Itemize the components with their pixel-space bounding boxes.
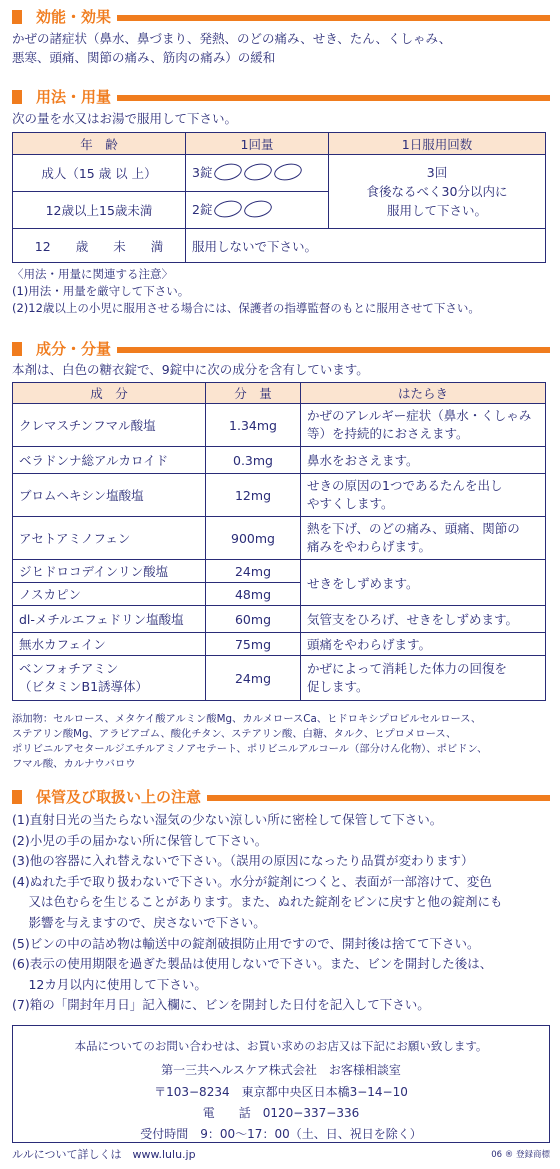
tablet-icon	[213, 198, 244, 219]
ingredient-amount: 24mg	[206, 656, 301, 701]
section-title: 成分・分量	[36, 338, 117, 360]
dosage-intro: 次の量を水又はお湯で服用して下さい。	[12, 111, 238, 126]
ingredient-amount: 0.3mg	[206, 447, 301, 474]
contact-box	[12, 1025, 550, 1143]
storage-item: (7)箱の「開封年月日」記入欄に、ビンを開封した日付を記入して下さい。	[12, 997, 430, 1013]
age-cell: 12 歳 未 満	[13, 229, 186, 263]
ingredient-effect: せきの原因の1つであるたんを出し やすくします。	[301, 474, 546, 517]
table-row	[13, 656, 546, 701]
ingredient-amount: 75mg	[206, 633, 301, 656]
contact-phone: 電 話 0120−337−336	[202, 1106, 360, 1120]
table-row	[13, 517, 546, 560]
ingredient-name: クレマスチンフマル酸塩	[13, 404, 206, 447]
daily-count: 3回	[426, 165, 448, 180]
contact-address: 〒103−8234 東京都中央区日本橋3−14−10	[154, 1085, 408, 1099]
storage-item: (3)他の容器に入れ替えないで下さい。（誤用の原因になったり品質が変わります）	[12, 853, 474, 869]
table-row	[13, 155, 546, 192]
ingredient-name: アセトアミノフェン	[13, 517, 206, 560]
ingredient-amount: 60mg	[206, 606, 301, 633]
dose-cell: 服用しないで下さい。	[186, 229, 546, 263]
ingredient-name: ベンフォチアミン （ビタミンB1誘導体）	[13, 656, 206, 701]
storage-item: (2)小児の手の届かない所に保管して下さい。	[12, 832, 268, 848]
dose-label: 2錠	[192, 202, 213, 217]
section-marker-icon	[12, 90, 22, 104]
column-header: 1回量	[186, 133, 329, 155]
ingredients-intro: 本剤は、白色の糖衣錠で、9錠中に次の成分を含有しています。	[12, 362, 369, 377]
additives-line: フマル酸、カルナウバロウ	[12, 758, 136, 770]
section-efficacy-header	[12, 6, 550, 28]
column-header: 1日服用回数	[329, 133, 546, 155]
storage-list	[12, 810, 502, 1016]
tablet-icon	[273, 161, 304, 182]
ingredients-table	[12, 382, 546, 701]
column-header: 成 分	[13, 383, 206, 404]
table-row	[13, 229, 546, 263]
table-row	[13, 447, 546, 474]
section-marker-icon	[12, 10, 22, 24]
storage-item: (4)ぬれた手で取り扱わないで下さい。水分が錠剤につくと、表面が一部溶けて、変色	[12, 873, 492, 889]
note-item: (2)12歳以上の小児に服用させる場合には、保護者の指導監督のもとに服用させて下さい。	[12, 301, 480, 315]
table-header-row	[13, 383, 546, 404]
tablet-icon	[213, 161, 244, 182]
dosage-notes	[12, 266, 480, 317]
table-row	[13, 633, 546, 656]
table-row	[13, 404, 546, 447]
ingredient-name: ブロムヘキシン塩酸塩	[13, 474, 206, 517]
ingredient-amount: 1.34mg	[206, 404, 301, 447]
storage-item: 又は色むらを生じることがあります。また、ぬれた錠剤をビンに戻すと他の錠剤にも	[12, 894, 503, 910]
ingredient-effect: 鼻水をおさえます。	[301, 447, 546, 474]
dose-cell	[186, 192, 329, 229]
section-ingredients-header	[12, 338, 550, 360]
efficacy-text	[12, 30, 451, 67]
efficacy-line: 悪寒、頭痛、関節の痛み、筋肉の痛み）の緩和	[12, 49, 276, 65]
column-header: 年 齢	[13, 133, 186, 155]
storage-item: (6)表示の使用期限を過ぎた製品は使用しないで下さい。また、ビンを開封した後は、	[12, 956, 493, 972]
table-row	[13, 606, 546, 633]
section-marker-icon	[12, 790, 22, 804]
tablet-icon	[243, 161, 274, 182]
contact-intro: 本品についてのお問い合わせは、お買い求めのお店又は下記にお願い致します。	[74, 1039, 488, 1053]
daily-instruction: 食後なるべく30分以内に	[366, 184, 508, 199]
notes-title: 〈用法・用量に関連する注意〉	[12, 267, 173, 281]
ingredient-effect: 熱を下げ、のどの痛み、頭痛、関節の 痛みをやわらげます。	[301, 517, 546, 560]
ingredient-amount: 24mg	[206, 560, 301, 583]
column-header: はたらき	[301, 383, 546, 404]
ingredient-effect: かぜのアレルギー症状（鼻水・くしゃみ 等）を持続的におさえます。	[301, 404, 546, 447]
section-title: 保管及び取扱い上の注意	[36, 786, 207, 808]
ingredient-name: dl-メチルエフェドリン塩酸塩	[13, 606, 206, 633]
dosage-table	[12, 132, 546, 263]
ingredient-name: ベラドンナ総アルカロイド	[13, 447, 206, 474]
ingredient-effect: 頭痛をやわらげます。	[301, 633, 546, 656]
note-item: (1)用法・用量を厳守して下さい。	[12, 284, 190, 298]
table-row	[13, 474, 546, 517]
age-cell: 成人（15 歳 以 上）	[13, 155, 186, 192]
section-marker-icon	[12, 342, 22, 356]
column-header: 分 量	[206, 383, 301, 404]
table-row	[13, 560, 546, 583]
ingredient-name: ジヒドロコデインリン酸塩	[13, 560, 206, 583]
section-title: 用法・用量	[36, 86, 117, 108]
ingredient-effect: かぜによって消耗した体力の回復を 促します。	[301, 656, 546, 701]
storage-item: 影響を与えますので、戻さないで下さい。	[12, 914, 266, 930]
ingredient-amount: 12mg	[206, 474, 301, 517]
section-dosage-header	[12, 86, 550, 108]
website-link[interactable]: ルルについて詳しくは www.lulu.jp	[12, 1148, 196, 1161]
ingredient-effect: 気管支をひろげ、せきをしずめます。	[301, 606, 546, 633]
tablet-icons	[212, 201, 272, 220]
contact-hours: 受付時間 9：00〜17：00（土、日、祝日を除く）	[140, 1127, 422, 1141]
daily-instruction: 服用して下さい。	[386, 203, 487, 218]
ingredient-name: 無水カフェイン	[13, 633, 206, 656]
tablet-icons	[212, 164, 302, 183]
ingredient-name: ノスカピン	[13, 583, 206, 606]
additives-line: ポリビニルアセタールジエチルアミノアセテート、ポリビニルアルコール（部分けん化物）、ポビドン、	[12, 743, 488, 755]
dose-label: 3錠	[192, 165, 213, 180]
ingredient-amount: 900mg	[206, 517, 301, 560]
ingredient-amount: 48mg	[206, 583, 301, 606]
table-header-row	[13, 133, 546, 155]
storage-item: (1)直射日光の当たらない湿気の少ない涼しい所に密栓して保管して下さい。	[12, 812, 443, 827]
contact-company: 第一三共ヘルスケア株式会社 お客様相談室	[161, 1063, 401, 1077]
section-title: 効能・効果	[36, 6, 117, 28]
daily-count-cell	[329, 155, 546, 229]
tablet-icon	[243, 198, 274, 219]
additives-line: ステアリン酸Mg、アラビアゴム、酸化チタン、ステアリン酸、白糖、タルク、ヒプロメロース、	[12, 728, 457, 740]
storage-item: (5)ビンの中の詰め物は輸送中の錠剤破損防止用ですので、開封後は捨てて下さい。	[12, 935, 480, 951]
efficacy-line: かぜの諸症状（鼻水、鼻づまり、発熱、のどの痛み、せき、たん、くしゃみ、	[12, 31, 452, 46]
dose-cell	[186, 155, 329, 192]
additives-text	[12, 712, 487, 772]
section-storage-header	[12, 786, 550, 808]
age-cell: 12歳以上15歳未満	[13, 192, 186, 229]
additives-line: 添加物：セルロース、メタケイ酸アルミン酸Mg、カルメロースCa、ヒドロキシプロピルセルロース、	[12, 713, 482, 725]
trademark-note: 06 ® 登録商標	[491, 1150, 550, 1160]
ingredient-effect: せきをしずめます。	[301, 560, 546, 606]
storage-item: 12カ月以内に使用して下さい。	[12, 976, 207, 992]
